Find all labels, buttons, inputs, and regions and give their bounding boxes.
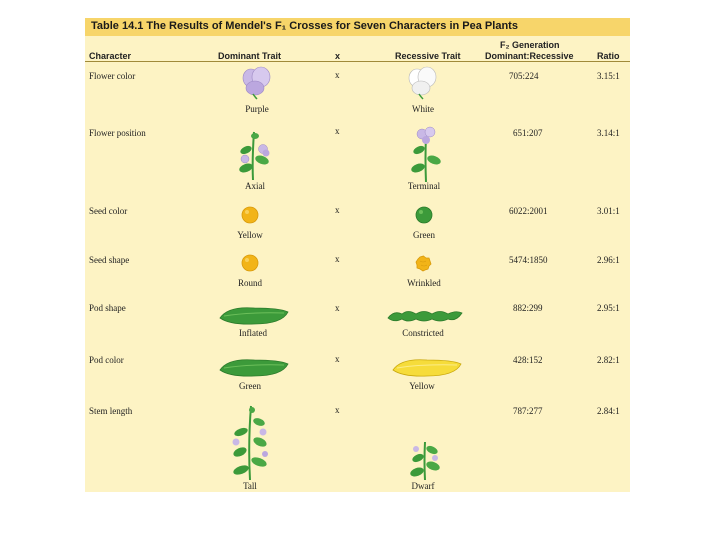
ratio-pod-color: 2.82:1	[597, 355, 620, 365]
recessive-trait-terminal: Terminal	[407, 181, 441, 191]
dominant-trait-inflated: Inflated	[239, 328, 267, 338]
dwarf-plant-icon	[407, 436, 443, 480]
recessive-trait-constricted: Constricted	[402, 328, 444, 338]
recessive-trait-dwarf: Dwarf	[411, 481, 435, 491]
mendel-table	[85, 18, 630, 492]
character-stem-length: Stem length	[89, 406, 133, 416]
cross-mark: x	[335, 126, 340, 136]
character-flower-position: Flower position	[89, 128, 146, 138]
recessive-trait-white: White	[412, 104, 434, 114]
dominant-trait-round: Round	[237, 278, 262, 288]
ratio-flower-color: 3.15:1	[597, 71, 620, 81]
tall-plant-icon	[225, 404, 275, 480]
header-ratio: Ratio	[597, 51, 620, 61]
axial-flower-plant-icon	[235, 130, 275, 180]
ratio-flower-position: 3.14:1	[597, 128, 620, 138]
header-character: Character	[89, 51, 132, 61]
constricted-pod-icon	[386, 306, 464, 326]
terminal-flower-plant-icon	[408, 124, 444, 182]
character-seed-color: Seed color	[89, 206, 128, 216]
dominant-trait-axial: Axial	[245, 181, 265, 191]
recessive-trait-green: Green	[413, 230, 435, 240]
dominant-trait-green: Green	[239, 381, 261, 391]
inflated-pod-icon	[218, 304, 290, 328]
yellow-seed-icon	[241, 206, 259, 224]
ratio-pod-shape: 2.95:1	[597, 303, 620, 313]
counts-flower-position: 651:207	[513, 128, 543, 138]
white-flower-icon	[407, 66, 439, 100]
header-dominant-trait: Dominant Trait	[218, 51, 282, 61]
title-bar	[85, 18, 630, 36]
character-flower-color: Flower color	[89, 71, 136, 81]
header-recessive-trait: Recessive Trait	[395, 51, 461, 61]
header-dominant-recessive: Dominant:Recessive	[485, 51, 574, 61]
dominant-trait-yellow: Yellow	[237, 230, 263, 240]
recessive-trait-yellow: Yellow	[409, 381, 435, 391]
cross-mark: x	[335, 70, 340, 80]
counts-flower-color: 705:224	[509, 71, 539, 81]
ratio-stem-length: 2.84:1	[597, 406, 620, 416]
counts-stem-length: 787:277	[513, 406, 543, 416]
counts-pod-color: 428:152	[513, 355, 543, 365]
green-seed-icon	[415, 206, 433, 224]
cross-mark: x	[335, 205, 340, 215]
cross-mark: x	[335, 354, 340, 364]
dominant-trait-tall: Tall	[243, 481, 257, 491]
header-rule	[85, 61, 630, 62]
recessive-trait-wrinkled: Wrinkled	[407, 278, 441, 288]
table-title: Table 14.1 The Results of Mendel's F₁ Crosses for Seven Characters in Pea Plants	[91, 20, 518, 32]
character-seed-shape: Seed shape	[89, 255, 130, 265]
dominant-trait-purple: Purple	[245, 104, 269, 114]
ratio-seed-shape: 2.96:1	[597, 255, 620, 265]
cross-mark: x	[335, 254, 340, 264]
counts-pod-shape: 882:299	[513, 303, 543, 313]
wrinkled-seed-icon	[415, 255, 432, 272]
round-seed-icon	[241, 254, 259, 272]
cross-mark: x	[335, 405, 340, 415]
yellow-pod-icon	[391, 356, 463, 380]
ratio-seed-color: 3.01:1	[597, 206, 620, 216]
header-cross: x	[335, 51, 341, 61]
purple-flower-icon	[241, 66, 273, 100]
green-pod-icon	[218, 356, 290, 380]
character-pod-shape: Pod shape	[89, 303, 126, 313]
character-pod-color: Pod color	[89, 355, 124, 365]
header-generation: F₂ Generation	[500, 40, 560, 50]
cross-mark: x	[335, 303, 340, 313]
counts-seed-color: 6022:2001	[509, 206, 548, 216]
counts-seed-shape: 5474:1850	[509, 255, 548, 265]
